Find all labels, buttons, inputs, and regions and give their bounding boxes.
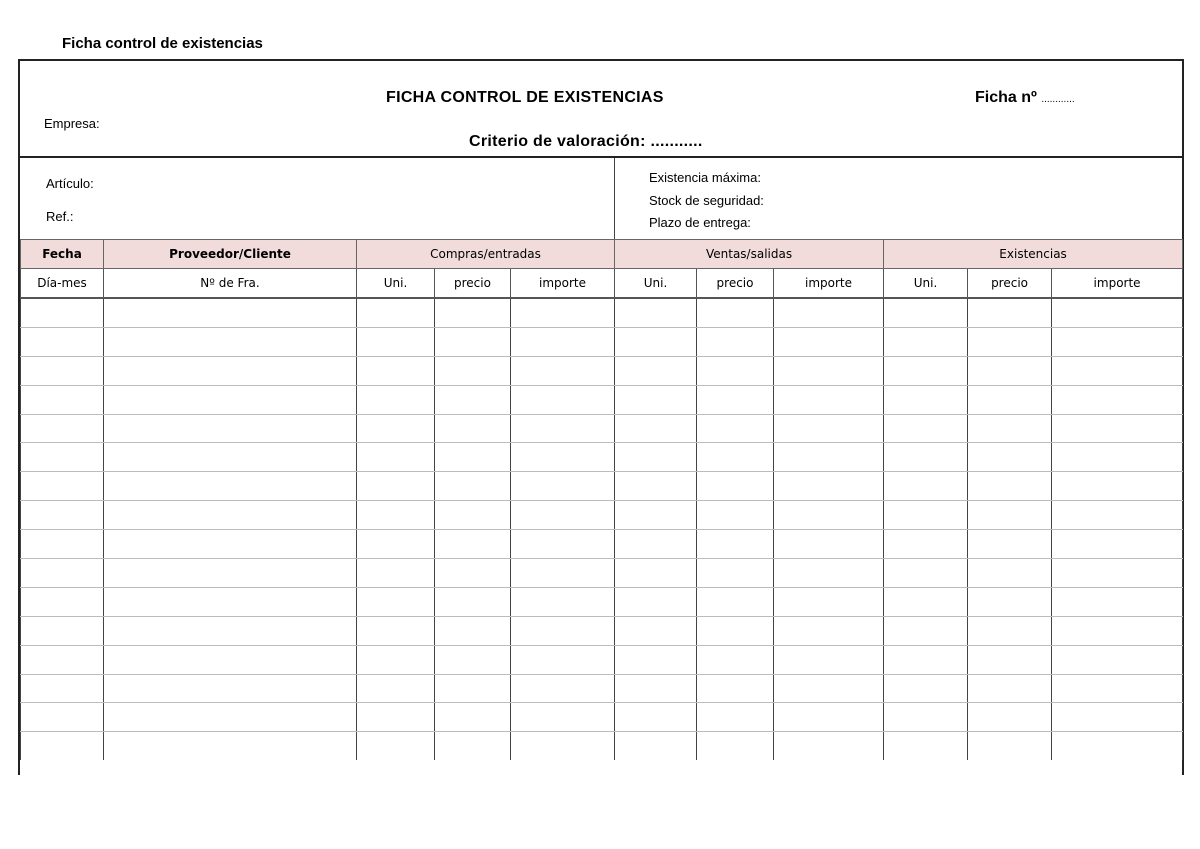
- section-existencias: Existencias: [884, 240, 1183, 269]
- table-cell[interactable]: [884, 616, 968, 645]
- table-row: [21, 356, 1183, 385]
- table-cell[interactable]: [968, 530, 1052, 559]
- table-cell[interactable]: [435, 616, 511, 645]
- plazo-entrega-label: Plazo de entrega:: [649, 215, 751, 230]
- col-ventas-uni: Uni.: [615, 269, 697, 299]
- table-cell[interactable]: [21, 298, 104, 327]
- col-ventas-precio: precio: [697, 269, 774, 299]
- table-cell[interactable]: [104, 298, 357, 327]
- table-cell[interactable]: [435, 732, 511, 760]
- table-cell[interactable]: [1052, 559, 1183, 588]
- table-cell[interactable]: [1052, 674, 1183, 703]
- table-cell[interactable]: [104, 356, 357, 385]
- table-cell[interactable]: [884, 645, 968, 674]
- table-row: [21, 732, 1183, 760]
- table-cell[interactable]: [511, 616, 615, 645]
- col-compras-importe: importe: [511, 269, 615, 299]
- table-cell[interactable]: [104, 385, 357, 414]
- table-cell[interactable]: [774, 530, 884, 559]
- table-cell[interactable]: [884, 327, 968, 356]
- table-cell[interactable]: [1052, 385, 1183, 414]
- table-cell[interactable]: [697, 385, 774, 414]
- table-row: [21, 327, 1183, 356]
- table-cell[interactable]: [774, 616, 884, 645]
- table-cell[interactable]: [511, 443, 615, 472]
- table-cell[interactable]: [884, 732, 968, 760]
- table-cell[interactable]: [104, 587, 357, 616]
- section-header-row: [21, 240, 1183, 269]
- table-row: [21, 587, 1183, 616]
- table-cell[interactable]: [968, 645, 1052, 674]
- table-cell[interactable]: [1052, 472, 1183, 501]
- table-cell[interactable]: [1052, 443, 1183, 472]
- valuation-criterion: Criterio de valoración: ...........: [469, 133, 703, 150]
- table-cell[interactable]: [435, 530, 511, 559]
- table-cell[interactable]: [435, 385, 511, 414]
- table-cell[interactable]: [21, 327, 104, 356]
- table-cell[interactable]: [511, 501, 615, 530]
- table-cell[interactable]: [697, 501, 774, 530]
- table-cell[interactable]: [21, 385, 104, 414]
- table-cell[interactable]: [357, 616, 435, 645]
- table-cell[interactable]: [968, 443, 1052, 472]
- table-cell[interactable]: [615, 703, 697, 732]
- table-cell[interactable]: [1052, 298, 1183, 327]
- table-cell[interactable]: [615, 645, 697, 674]
- table-cell[interactable]: [884, 385, 968, 414]
- table-cell[interactable]: [104, 327, 357, 356]
- table-cell[interactable]: [968, 414, 1052, 443]
- table-cell[interactable]: [697, 472, 774, 501]
- table-cell[interactable]: [21, 616, 104, 645]
- table-cell[interactable]: [774, 443, 884, 472]
- articulo-label: Artículo:: [46, 176, 94, 191]
- table-cell[interactable]: [615, 616, 697, 645]
- table-cell[interactable]: [968, 703, 1052, 732]
- table-cell[interactable]: [104, 703, 357, 732]
- table-cell[interactable]: [968, 385, 1052, 414]
- table-cell[interactable]: [357, 674, 435, 703]
- table-cell[interactable]: [511, 327, 615, 356]
- table-cell[interactable]: [21, 501, 104, 530]
- section-fecha: Fecha: [21, 240, 104, 269]
- table-cell[interactable]: [357, 443, 435, 472]
- subheader-row: [21, 269, 1183, 299]
- movements-table-body: [21, 298, 1183, 760]
- table-cell[interactable]: [104, 674, 357, 703]
- table-cell[interactable]: [968, 472, 1052, 501]
- table-cell[interactable]: [435, 414, 511, 443]
- page-caption: Ficha control de existencias: [62, 35, 263, 52]
- table-cell[interactable]: [104, 501, 357, 530]
- col-existencias-uni: Uni.: [884, 269, 968, 299]
- movements-table: [20, 239, 1183, 760]
- table-row: [21, 443, 1183, 472]
- table-cell[interactable]: [884, 298, 968, 327]
- table-cell[interactable]: [884, 703, 968, 732]
- table-cell[interactable]: [104, 645, 357, 674]
- table-row: [21, 501, 1183, 530]
- table-cell[interactable]: [884, 414, 968, 443]
- table-cell[interactable]: [884, 674, 968, 703]
- col-ventas-importe: importe: [774, 269, 884, 299]
- table-row: [21, 472, 1183, 501]
- table-cell[interactable]: [1052, 703, 1183, 732]
- col-compras-uni: Uni.: [357, 269, 435, 299]
- table-cell[interactable]: [774, 674, 884, 703]
- table-cell[interactable]: [357, 356, 435, 385]
- table-cell[interactable]: [511, 703, 615, 732]
- table-cell[interactable]: [511, 298, 615, 327]
- table-cell[interactable]: [511, 385, 615, 414]
- table-row: [21, 703, 1183, 732]
- table-cell[interactable]: [968, 587, 1052, 616]
- table-cell[interactable]: [1052, 587, 1183, 616]
- table-cell[interactable]: [615, 298, 697, 327]
- table-cell[interactable]: [21, 530, 104, 559]
- table-cell[interactable]: [884, 501, 968, 530]
- table-cell[interactable]: [697, 703, 774, 732]
- table-cell[interactable]: [104, 559, 357, 588]
- table-cell[interactable]: [357, 645, 435, 674]
- table-cell[interactable]: [774, 501, 884, 530]
- section-ventas-salidas: Ventas/salidas: [615, 240, 884, 269]
- table-cell[interactable]: [615, 443, 697, 472]
- table-cell[interactable]: [884, 587, 968, 616]
- table-row: [21, 674, 1183, 703]
- table-row: [21, 414, 1183, 443]
- table-cell[interactable]: [968, 327, 1052, 356]
- table-row: [21, 616, 1183, 645]
- table-cell[interactable]: [511, 674, 615, 703]
- section-compras-entradas: Compras/entradas: [357, 240, 615, 269]
- table-cell[interactable]: [968, 501, 1052, 530]
- table-cell[interactable]: [357, 385, 435, 414]
- table-cell[interactable]: [357, 559, 435, 588]
- table-cell[interactable]: [21, 443, 104, 472]
- col-compras-precio: precio: [435, 269, 511, 299]
- table-cell[interactable]: [357, 327, 435, 356]
- table-cell[interactable]: [774, 645, 884, 674]
- table-cell[interactable]: [435, 298, 511, 327]
- table-cell[interactable]: [104, 732, 357, 760]
- table-cell[interactable]: [104, 443, 357, 472]
- table-cell[interactable]: [697, 559, 774, 588]
- table-cell[interactable]: [435, 356, 511, 385]
- table-cell[interactable]: [615, 587, 697, 616]
- table-cell[interactable]: [774, 327, 884, 356]
- table-row: [21, 385, 1183, 414]
- movements-table-wrap: [20, 239, 1183, 760]
- existencia-maxima-label: Existencia máxima:: [649, 170, 761, 185]
- stock-control-card: [18, 59, 1184, 775]
- table-cell[interactable]: [357, 298, 435, 327]
- table-cell[interactable]: [968, 616, 1052, 645]
- table-cell[interactable]: [968, 732, 1052, 760]
- table-cell[interactable]: [697, 414, 774, 443]
- table-cell[interactable]: [511, 732, 615, 760]
- table-row: [21, 530, 1183, 559]
- table-cell[interactable]: [884, 559, 968, 588]
- table-cell[interactable]: [968, 559, 1052, 588]
- empresa-label: Empresa:: [44, 116, 100, 131]
- table-cell[interactable]: [21, 703, 104, 732]
- table-cell[interactable]: [774, 587, 884, 616]
- table-cell[interactable]: [615, 674, 697, 703]
- table-cell[interactable]: [697, 530, 774, 559]
- table-cell[interactable]: [615, 559, 697, 588]
- table-cell[interactable]: [511, 645, 615, 674]
- table-cell[interactable]: [1052, 645, 1183, 674]
- table-cell[interactable]: [884, 530, 968, 559]
- card-header: [20, 59, 1182, 158]
- card-number-label: Ficha nº: [975, 89, 1037, 106]
- table-cell[interactable]: [435, 443, 511, 472]
- table-cell[interactable]: [1052, 414, 1183, 443]
- section-proveedor-cliente: Proveedor/Cliente: [104, 240, 357, 269]
- table-cell[interactable]: [615, 530, 697, 559]
- table-cell[interactable]: [697, 298, 774, 327]
- table-cell[interactable]: [104, 414, 357, 443]
- table-cell[interactable]: [1052, 732, 1183, 760]
- table-cell[interactable]: [21, 674, 104, 703]
- table-cell[interactable]: [357, 587, 435, 616]
- table-cell[interactable]: [697, 674, 774, 703]
- col-existencias-precio: precio: [968, 269, 1052, 299]
- table-cell[interactable]: [104, 530, 357, 559]
- table-cell[interactable]: [435, 674, 511, 703]
- table-cell[interactable]: [21, 645, 104, 674]
- article-info: [20, 158, 1182, 239]
- table-cell[interactable]: [21, 587, 104, 616]
- table-cell[interactable]: [435, 645, 511, 674]
- table-cell[interactable]: [21, 732, 104, 760]
- table-cell[interactable]: [21, 356, 104, 385]
- table-cell[interactable]: [884, 472, 968, 501]
- table-cell[interactable]: [968, 674, 1052, 703]
- table-cell[interactable]: [511, 587, 615, 616]
- table-cell[interactable]: [1052, 356, 1183, 385]
- col-dia-mes: Día-mes: [21, 269, 104, 299]
- table-cell[interactable]: [774, 472, 884, 501]
- table-cell[interactable]: [884, 443, 968, 472]
- table-cell[interactable]: [615, 327, 697, 356]
- table-cell[interactable]: [774, 732, 884, 760]
- card-title: FICHA CONTROL DE EXISTENCIAS: [386, 89, 664, 106]
- table-cell[interactable]: [615, 385, 697, 414]
- table-row: [21, 559, 1183, 588]
- table-row: [21, 645, 1183, 674]
- table-cell[interactable]: [104, 472, 357, 501]
- table-cell[interactable]: [357, 530, 435, 559]
- table-cell[interactable]: [511, 472, 615, 501]
- card-number-placeholder: ............: [1041, 94, 1075, 105]
- table-cell[interactable]: [774, 385, 884, 414]
- table-cell[interactable]: [1052, 501, 1183, 530]
- table-cell[interactable]: [357, 414, 435, 443]
- table-cell[interactable]: [435, 559, 511, 588]
- table-cell[interactable]: [697, 356, 774, 385]
- table-cell[interactable]: [774, 356, 884, 385]
- table-cell[interactable]: [435, 327, 511, 356]
- table-cell[interactable]: [21, 559, 104, 588]
- table-cell[interactable]: [435, 587, 511, 616]
- table-cell[interactable]: [697, 732, 774, 760]
- table-cell[interactable]: [435, 501, 511, 530]
- table-cell[interactable]: [615, 414, 697, 443]
- stock-seguridad-label: Stock de seguridad:: [649, 193, 764, 208]
- table-cell[interactable]: [968, 298, 1052, 327]
- table-cell[interactable]: [435, 703, 511, 732]
- table-cell[interactable]: [697, 616, 774, 645]
- table-cell[interactable]: [357, 703, 435, 732]
- table-cell[interactable]: [511, 414, 615, 443]
- card-number: [975, 89, 1075, 107]
- table-cell[interactable]: [968, 356, 1052, 385]
- ref-label: Ref.:: [46, 209, 74, 224]
- table-cell[interactable]: [615, 356, 697, 385]
- table-cell[interactable]: [104, 616, 357, 645]
- table-cell[interactable]: [1052, 327, 1183, 356]
- table-cell[interactable]: [511, 530, 615, 559]
- table-cell[interactable]: [511, 559, 615, 588]
- table-cell[interactable]: [774, 703, 884, 732]
- table-cell[interactable]: [697, 645, 774, 674]
- table-cell[interactable]: [615, 732, 697, 760]
- table-cell[interactable]: [357, 472, 435, 501]
- table-cell[interactable]: [697, 587, 774, 616]
- col-num-factura: Nº de Fra.: [104, 269, 357, 299]
- table-cell[interactable]: [615, 472, 697, 501]
- table-cell[interactable]: [511, 356, 615, 385]
- table-cell[interactable]: [357, 501, 435, 530]
- table-cell[interactable]: [774, 559, 884, 588]
- table-cell[interactable]: [435, 472, 511, 501]
- table-cell[interactable]: [1052, 530, 1183, 559]
- table-cell[interactable]: [615, 501, 697, 530]
- info-divider: [614, 158, 615, 239]
- table-cell[interactable]: [697, 443, 774, 472]
- col-existencias-importe: importe: [1052, 269, 1183, 299]
- table-row: [21, 298, 1183, 327]
- table-cell[interactable]: [774, 414, 884, 443]
- table-cell[interactable]: [774, 298, 884, 327]
- table-cell[interactable]: [21, 472, 104, 501]
- table-cell[interactable]: [697, 327, 774, 356]
- table-cell[interactable]: [357, 732, 435, 760]
- table-cell[interactable]: [884, 356, 968, 385]
- table-cell[interactable]: [1052, 616, 1183, 645]
- table-cell[interactable]: [21, 414, 104, 443]
